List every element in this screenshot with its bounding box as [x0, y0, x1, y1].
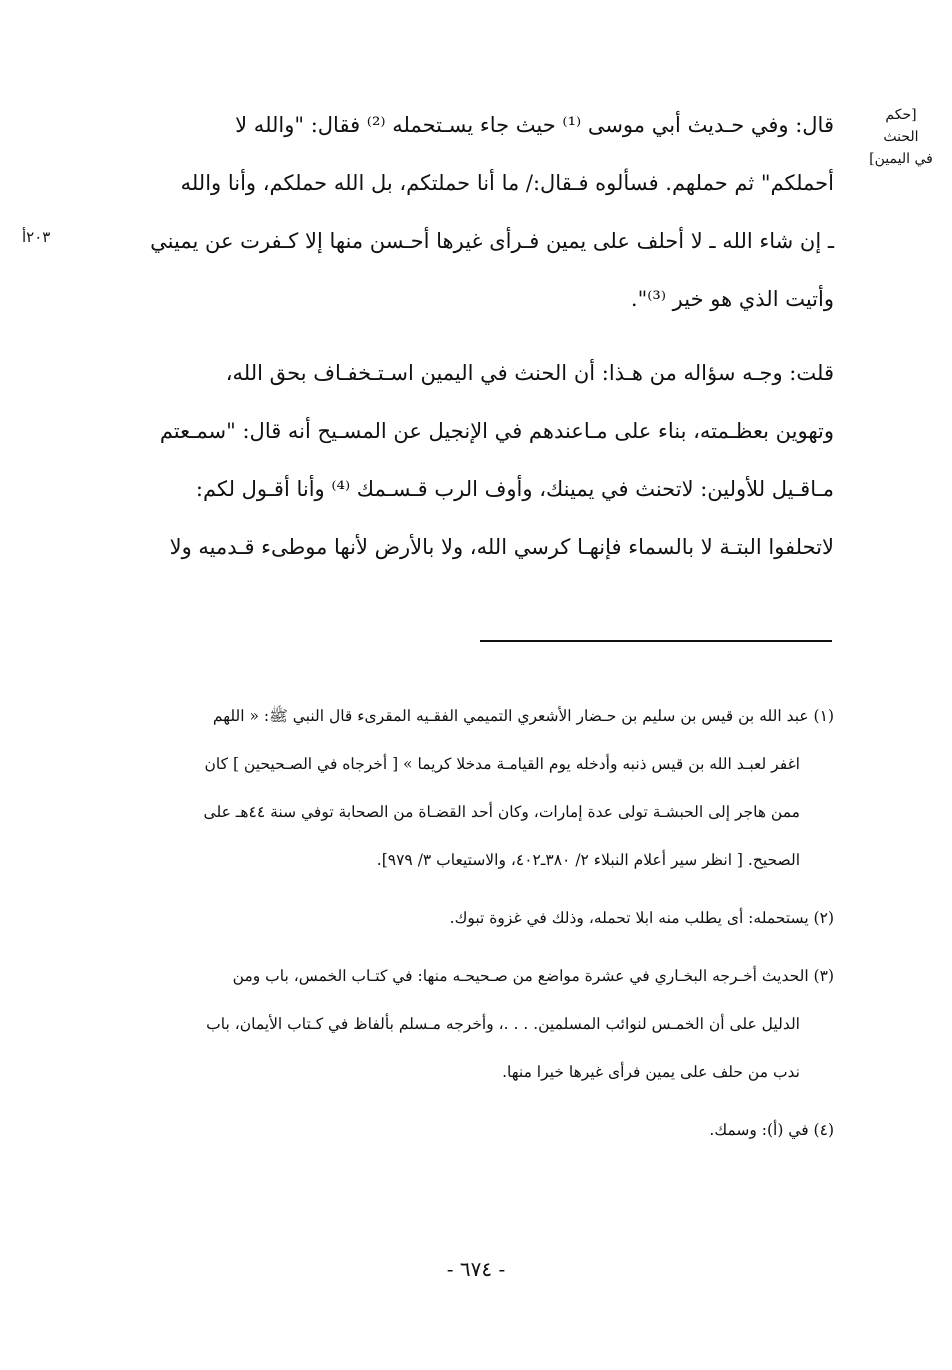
paragraph-2: [119, 344, 834, 576]
text-line: وأتيت الذي هو خير ⁽³⁾".: [630, 287, 834, 311]
paragraph-1: [119, 96, 834, 328]
footnote-line: اغفر لعبـد الله بن قيس ذنبه وأدخله يوم القيامـة مدخلا كريما » [ أخرجاه في الصـحيحين ] كان: [204, 755, 800, 773]
folio-marker: ٢٠٣أ: [22, 228, 51, 246]
footnote-line: (٤) في (أ): وسمك.: [709, 1121, 834, 1139]
footnote-line: (١) عبد الله بن قيس بن سليم بن حـضار الأشعري التميمي الفقـيه المقرىء قال النبي ﷺ: « اللهم: [212, 707, 834, 725]
footnote-line: (٣) الحديث أخـرجه البخـاري في عشرة مواضع من صـحيحـه منها: في كتـاب الخمس، باب ومن: [232, 967, 834, 985]
footnote-line: (٢) يستحمله: أى يطلب منه ابلا تحمله، وذلك في غزوة تبوك.: [449, 909, 834, 927]
footnote-2: [114, 894, 834, 942]
text-line: قال: وفي حـديث أبي موسى ⁽¹⁾ حيث جاء يسـتحمله ⁽²⁾ فقال: "والله لا: [235, 113, 834, 137]
text-line: وتهوين بعظـمته، بناء على مـاعندهم في الإنجيل عن المسـيح أنه قال: "سمـعتم: [159, 419, 834, 443]
main-text: [119, 96, 834, 576]
text-line: ـ إن شاء الله ـ لا أحلف على يمين فـرأى غيرها أحـسن منها إلا كـفرت عن يميني: [150, 229, 834, 253]
text-line: قلت: وجـه سؤاله من هـذا: أن الحنث في اليمين اسـتـخفـاف بحق الله،: [225, 361, 834, 385]
margin-note-line: في اليمين]: [869, 151, 933, 167]
footnote-line: ندب من حلف على يمين فرأى غيرها خيرا منها.: [502, 1063, 800, 1081]
margin-note-line: [حكم: [885, 107, 917, 123]
footnotes: [114, 692, 834, 1164]
footnote-line: الصحيح. [ انظر سير أعلام النبلاء ٢/ ٣٨٠ـ٤٠٢، والاستيعاب ٣/ ٩٧٩].: [376, 851, 800, 869]
footnote-3: [114, 952, 834, 1096]
footnote-4: [114, 1106, 834, 1154]
margin-note-line: الحنث: [883, 129, 919, 145]
text-line: لاتحلفوا البتـة لا بالسماء فإنهـا كرسي الله، ولا بالأرض لأنها موطىء قـدميه ولا: [169, 535, 834, 559]
footnote-line: ممن هاجر إلى الحبشـة تولى عدة إمارات، وكان أحد القضـاة من الصحابة توفي سنة ٤٤هـ على: [203, 803, 800, 821]
text-line: أحملكم" ثم حملهم. فسألوه فـقال:/ ما أنا حملتكم، بل الله حملكم، وأنا والله: [180, 171, 834, 195]
footnote-line: الدليل على أن الخمـس لنوائب المسلمين. . . .، وأخرجه مـسلم بألفاظ في كـتاب الأيمان، باب: [206, 1015, 800, 1033]
footnote-divider: [480, 640, 832, 642]
margin-note: [862, 104, 940, 170]
footnote-1: [114, 692, 834, 884]
page-number: - ٦٧٤ -: [446, 1257, 506, 1281]
text-line: مـاقـيل للأولين: لاتحنث في يمينك، وأوف الرب قـسـمك ⁽⁴⁾ وأنا أقـول لكم:: [195, 477, 834, 501]
